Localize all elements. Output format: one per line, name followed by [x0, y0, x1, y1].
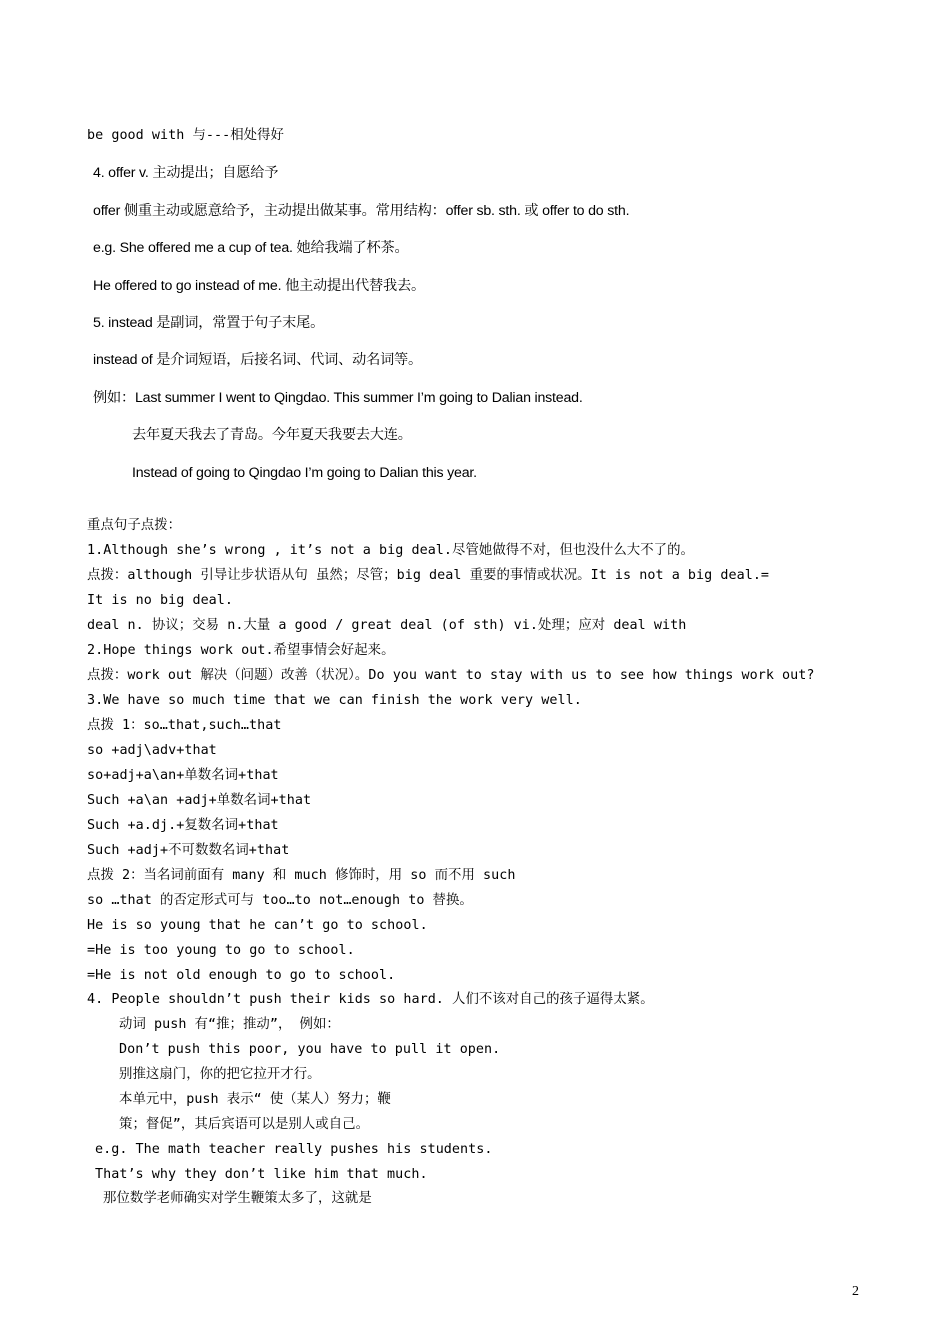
sentence-4-note-2: Don’t push this poor, you have to pull it open.	[119, 1042, 501, 1057]
instead-example-2: 去年夏天我去了青岛。今年夏天我要去大连。	[132, 427, 412, 443]
sentence-3-note-3: so …that 的否定形式可与 too…to not…enough to 替换。	[87, 893, 473, 908]
sentence-1-note-1: 点拨：although 引导让步状语从句 虽然；尽管；big deal 重要的事情或状况。It is not a big deal.=	[87, 568, 770, 583]
sentence-3-example-2: =He is too young to go to school.	[87, 943, 355, 958]
sentence-1-note-2: It is no big deal.	[87, 593, 234, 608]
instead-of-description: instead of 是介词短语，后接名词、代词、动名词等。	[93, 352, 423, 368]
key-sentences-heading: 重点句子点拨：	[87, 518, 182, 533]
offer-heading: 4. offer v. 主动提出；自愿给予	[93, 165, 279, 181]
text-line-be-good-with: be good with 与---相处得好	[87, 128, 284, 143]
offer-description: offer 侧重主动或愿意给予，主动提出做某事。常用结构：offer sb. sth. 或 offer to do sth.	[93, 203, 630, 219]
offer-example-1: e.g. She offered me a cup of tea. 她给我端了杯茶。	[93, 240, 409, 256]
sentence-4-example-3: 那位数学老师确实对学生鞭策太多了，这就是	[103, 1191, 372, 1206]
sentence-4-note-4: 本单元中，push 表示“ 使（某人）努力；鞭	[119, 1092, 391, 1107]
sentence-1: 1.Although she’s wrong , it’s not a big deal.尽管她做得不对，但也没什么大不了的。	[87, 543, 694, 558]
instead-example-3: Instead of going to Qingdao I’m going to Dalian this year.	[132, 465, 477, 481]
sentence-3-note-2: 点拨 2：当名词前面有 many 和 much 修饰时，用 so 而不用 such	[87, 868, 516, 883]
sentence-3-pattern-3: Such +a\an +adj+单数名词+that	[87, 793, 312, 808]
instead-heading: 5. instead 是副词，常置于句子末尾。	[93, 315, 325, 331]
sentence-3-example-3: =He is not old enough to go to school.	[87, 968, 396, 983]
sentence-4: 4. People shouldn’t push their kids so hard. 人们不该对自己的孩子逼得太紧。	[87, 992, 654, 1007]
sentence-1-note-3: deal n. 协议；交易 n.大量 a good / great deal (of sth) vi.处理；应对 deal with	[87, 618, 687, 633]
sentence-2: 2.Hope things work out.希望事情会好起来。	[87, 643, 395, 658]
sentence-2-note: 点拨：work out 解决（问题）改善（状况）。Do you want to stay with us to see how things work out?	[87, 668, 815, 683]
sentence-3-pattern-4: Such +a.dj.+复数名词+that	[87, 818, 279, 833]
offer-example-2: He offered to go instead of me. 他主动提出代替我去。	[93, 278, 425, 294]
sentence-3-pattern-1: so +adj\adv+that	[87, 743, 217, 758]
sentence-3-pattern-2: so+adj+a\an+单数名词+that	[87, 768, 279, 783]
sentence-3-example-1: He is so young that he can’t go to school.	[87, 918, 428, 933]
sentence-3: 3.We have so much time that we can finish the work very well.	[87, 693, 582, 708]
sentence-3-pattern-5: Such +adj+不可数数名词+that	[87, 843, 290, 858]
sentence-4-note-1: 动词 push 有“推；推动”， 例如：	[119, 1017, 340, 1032]
sentence-4-example-2: That’s why they don’t like him that much.	[95, 1167, 428, 1182]
sentence-4-note-5: 策；督促”，其后宾语可以是别人或自己。	[119, 1117, 370, 1132]
sentence-4-note-3: 别推这扇门，你的把它拉开才行。	[119, 1067, 321, 1082]
page-number: 2	[852, 1284, 859, 1299]
instead-example-1: 例如：Last summer I went to Qingdao. This summer I’m going to Dalian instead.	[93, 390, 583, 406]
sentence-3-note-1: 点拨 1：so…that,such…that	[87, 718, 282, 733]
sentence-4-example-1: e.g. The math teacher really pushes his students.	[95, 1142, 493, 1157]
